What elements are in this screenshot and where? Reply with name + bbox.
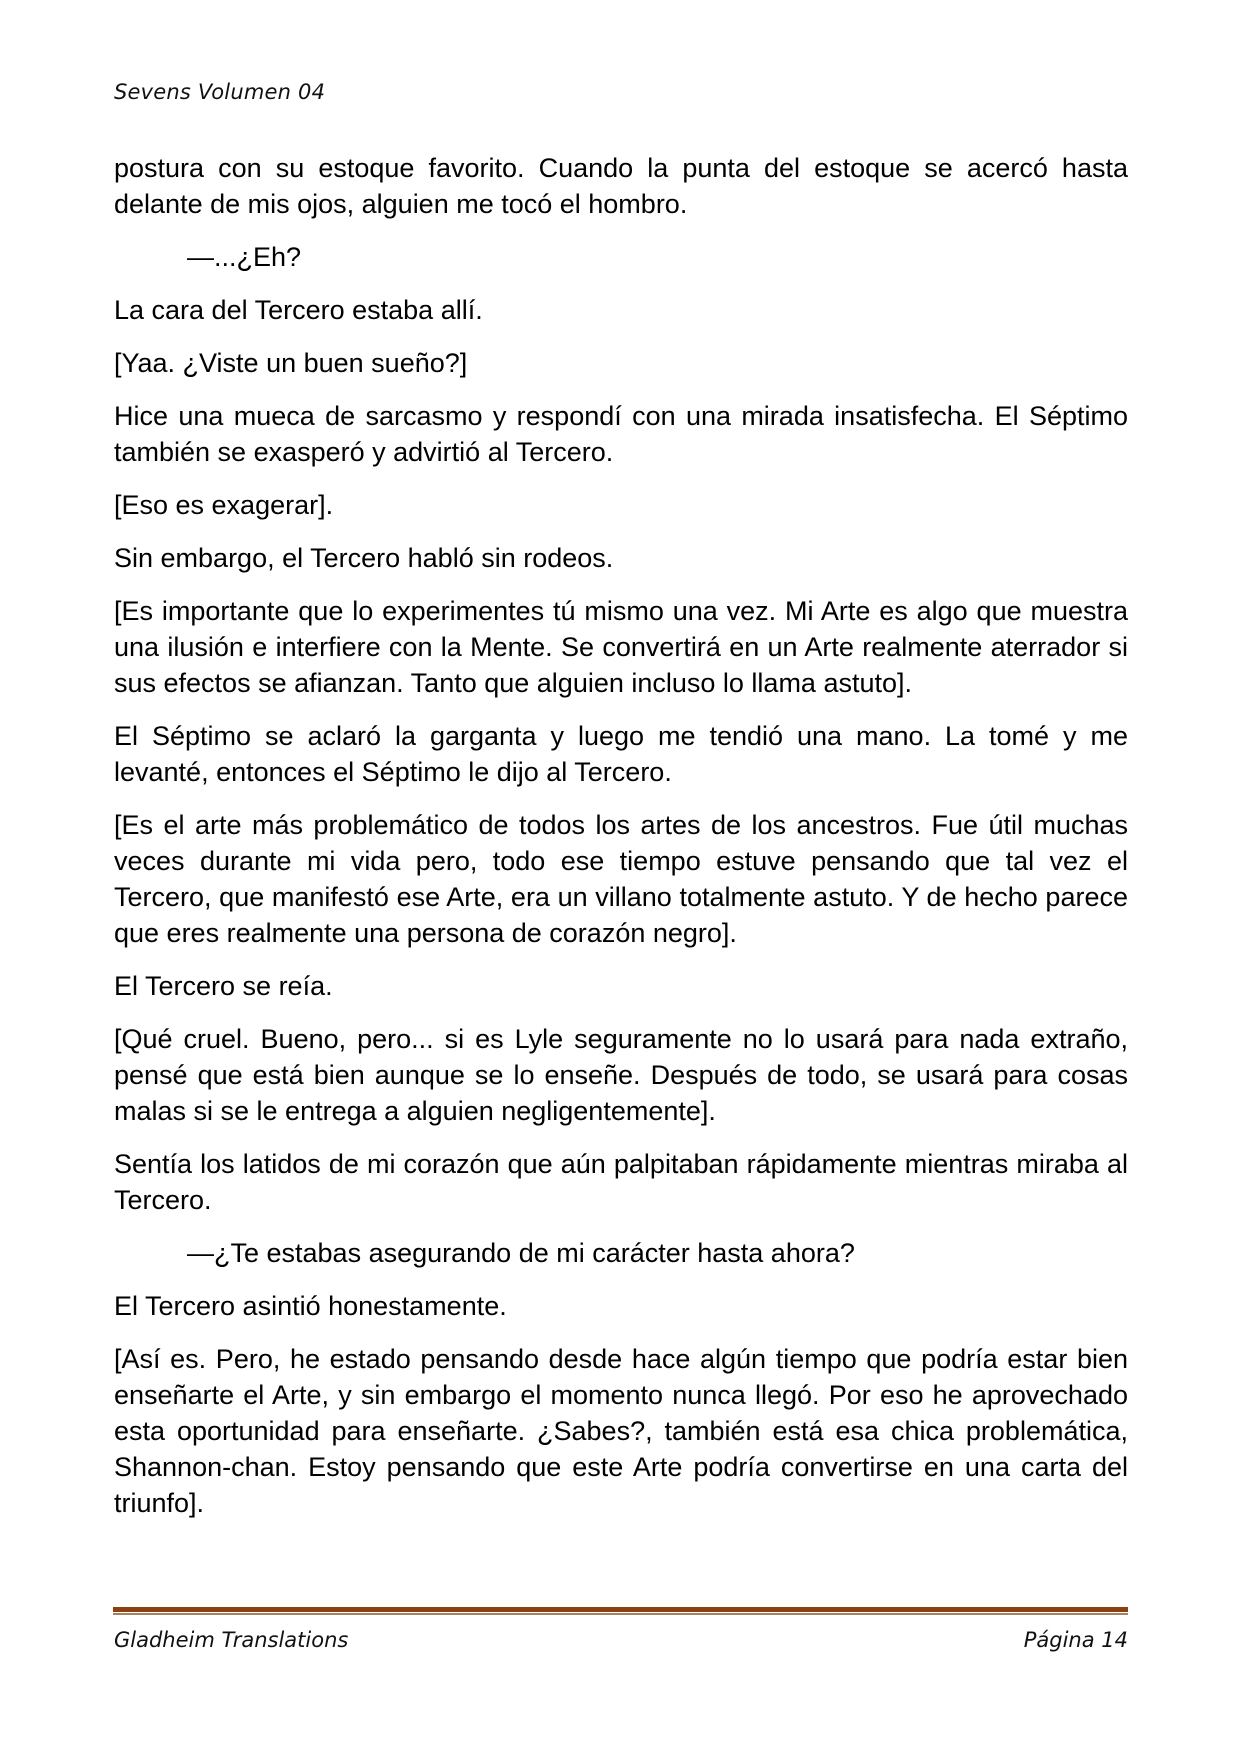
paragraph: [Así es. Pero, he estado pensando desde hace algún tiempo que podría estar bien enseñarte el Arte, y sin embargo el momento nunca llegó. Por eso he aprovechado esta oportunidad para enseñarte. ¿Sabes?, también está esa chica problemática, Shannon-chan. Estoy pensando que este Arte podría convertirse en una carta del triunfo]. (114, 1344, 1128, 1518)
paragraph: [Yaa. ¿Viste un buen sueño?] (114, 348, 468, 378)
paragraph: postura con su estoque favorito. Cuando la punta del estoque se acercó hasta delante de mis ojos, alguien me tocó el hombro. (114, 153, 1128, 219)
paragraph: La cara del Tercero estaba allí. (114, 295, 483, 325)
dialogue-line: —...¿Eh? (187, 242, 302, 272)
page-number: Página 14 (1023, 1628, 1128, 1652)
paragraph: [Es importante que lo experimentes tú mismo una vez. Mi Arte es algo que muestra una ilusión e interfiere con la Mente. Se convertirá en un Arte realmente aterrador si sus efectos se afianzan. Tanto que alguien incluso lo llama astuto]. (114, 596, 1128, 698)
paragraph: El Tercero se reía. (114, 971, 333, 1001)
paragraph: Sin embargo, el Tercero habló sin rodeos. (114, 543, 614, 573)
dialogue-line: —¿Te estabas asegurando de mi carácter hasta ahora? (187, 1238, 855, 1268)
paragraph: El Séptimo se aclaró la garganta y luego me tendió una mano. La tomé y me levanté, entonces el Séptimo le dijo al Tercero. (114, 721, 1128, 787)
paragraph: [Eso es exagerar]. (114, 490, 334, 520)
paragraph: [Qué cruel. Bueno, pero... si es Lyle seguramente no lo usará para nada extraño, pensé que está bien aunque se lo enseñe. Después de todo, se usará para cosas malas si se le entrega a alguien negligentemente]. (114, 1024, 1128, 1126)
footer-publisher: Gladheim Translations (114, 1628, 349, 1652)
paragraph: [Es el arte más problemático de todos los artes de los ancestros. Fue útil muchas veces durante mi vida pero, todo ese tiempo estuve pensando que tal vez el Tercero, que manifestó ese Arte, era un villano totalmente astuto. Y de hecho parece que eres realmente una persona de corazón negro]. (114, 810, 1128, 948)
footer-divider-thin (113, 1613, 1128, 1615)
running-header: Sevens Volumen 04 (114, 80, 326, 104)
paragraph: Sentía los latidos de mi corazón que aún palpitaban rápidamente mientras miraba al Tercero. (114, 1149, 1128, 1215)
paragraph: Hice una mueca de sarcasmo y respondí con una mirada insatisfecha. El Séptimo también se exasperó y advirtió al Tercero. (114, 401, 1128, 467)
footer-divider (113, 1607, 1128, 1615)
paragraph: El Tercero asintió honestamente. (114, 1291, 507, 1321)
page-body (114, 150, 1128, 1538)
